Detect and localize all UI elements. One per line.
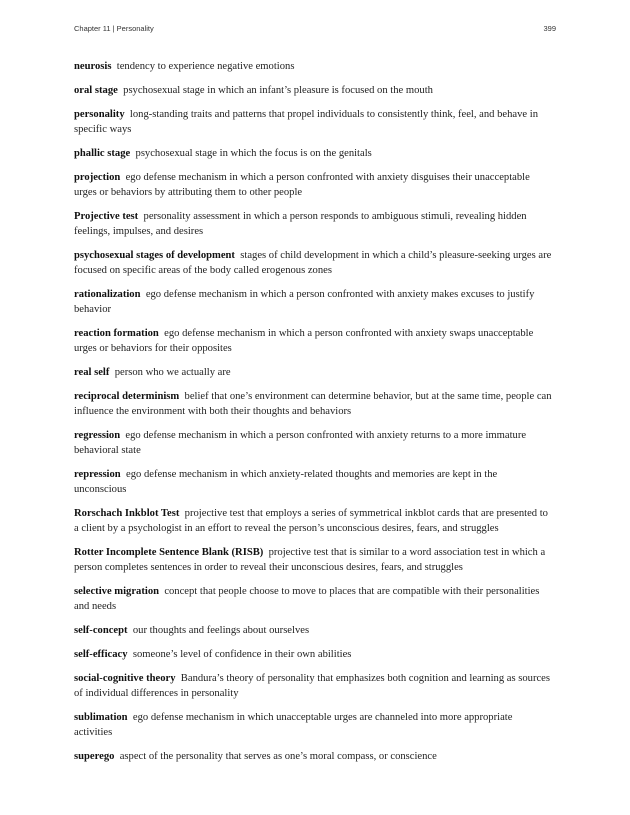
glossary-definition: long-standing traits and patterns that propel individuals to consistently think, feel, and behave in specific ways: [74, 109, 538, 135]
glossary-term: Rotter Incomplete Sentence Blank (RISB): [74, 547, 264, 558]
glossary-definition: psychosexual stage in which an infant’s pleasure is focused on the mouth: [123, 85, 433, 96]
glossary-entry: [74, 428, 552, 458]
glossary-term: selective migration: [74, 586, 160, 597]
glossary-entry: [74, 209, 552, 239]
glossary-entry: [74, 170, 552, 200]
glossary-definition: our thoughts and feelings about ourselves: [132, 625, 310, 636]
glossary-definition: person who we actually are: [114, 367, 231, 378]
glossary-entry: [74, 506, 552, 536]
glossary-term: phallic stage: [74, 148, 131, 159]
glossary-entry: [74, 710, 552, 740]
glossary-definition: someone’s level of confidence in their own abilities: [132, 649, 352, 660]
glossary-definition: ego defense mechanism in which unacceptable urges are channeled into more appropriate activities: [74, 712, 513, 738]
glossary-definition: personality assessment in which a person responds to ambiguous stimuli, revealing hidden feelings, impulses, and desires: [74, 211, 527, 237]
glossary-term: regression: [74, 430, 121, 441]
glossary-entry: [74, 623, 552, 638]
glossary-term: reciprocal determinism: [74, 391, 180, 402]
glossary-term: reaction formation: [74, 328, 159, 339]
glossary-entry: [74, 647, 552, 662]
glossary-entry: [74, 749, 552, 764]
glossary-definition: stages of child development in which a child’s pleasure-seeking urges are focused on specific areas of the body called erogenous zones: [74, 250, 552, 276]
glossary-term: superego: [74, 751, 115, 762]
glossary-definition: ego defense mechanism in which a person confronted with anxiety disguises their unacceptable urges or behaviors by attributing them to other people: [74, 172, 530, 198]
glossary-term: projection: [74, 172, 121, 183]
glossary-entry: [74, 107, 552, 137]
glossary-term: rationalization: [74, 289, 141, 300]
glossary-term: self-efficacy: [74, 649, 128, 660]
glossary-definition: aspect of the personality that serves as one’s moral compass, or conscience: [119, 751, 437, 762]
glossary-term: sublimation: [74, 712, 128, 723]
page-header: [74, 24, 556, 33]
glossary-definition: ego defense mechanism in which a person confronted with anxiety makes excuses to justify behavior: [74, 289, 535, 315]
glossary-entry: [74, 59, 552, 74]
glossary-entry: [74, 326, 552, 356]
glossary-entry: [74, 584, 552, 614]
glossary-entry: [74, 83, 552, 98]
glossary-definition: psychosexual stage in which the focus is on the genitals: [135, 148, 372, 159]
glossary-definition: concept that people choose to move to places that are compatible with their personalities and needs: [74, 586, 540, 612]
glossary-term: Rorschach Inkblot Test: [74, 508, 180, 519]
glossary-entry: [74, 389, 552, 419]
glossary-definition: ego defense mechanism in which a person confronted with anxiety swaps unacceptable urges or behaviors for their opposites: [74, 328, 534, 354]
glossary-entry: [74, 287, 552, 317]
glossary-term: psychosexual stages of development: [74, 250, 235, 261]
glossary-term: personality: [74, 109, 125, 120]
glossary-term: repression: [74, 469, 121, 480]
glossary-entry: [74, 365, 552, 380]
glossary-definition: projective test that employs a series of symmetrical inkblot cards that are presented to a client by a psychologist in an effort to reveal the person’s unconscious desires, fears, and struggles: [74, 508, 548, 534]
glossary-entry: [74, 545, 552, 575]
glossary-definition: ego defense mechanism in which a person confronted with anxiety returns to a more immature behavioral state: [74, 430, 527, 456]
glossary-term: oral stage: [74, 85, 118, 96]
glossary-list: [74, 59, 552, 773]
glossary-definition: ego defense mechanism in which anxiety-related thoughts and memories are kept in the unconscious: [74, 469, 498, 495]
chapter-title: Chapter 11 | Personality: [74, 24, 154, 33]
glossary-definition: Bandura’s theory of personality that emphasizes both cognition and learning as sources of individual differences in personality: [74, 673, 551, 699]
glossary-definition: belief that one’s environment can determine behavior, but at the same time, people can influence the environment with both their thoughts and behaviors: [74, 391, 552, 417]
glossary-term: real self: [74, 367, 110, 378]
glossary-entry: [74, 248, 552, 278]
page-number: 399: [543, 24, 556, 33]
glossary-entry: [74, 671, 552, 701]
glossary-definition: projective test that is similar to a word association test in which a person completes sentences in order to reveal their unconscious desires, fears, and struggles: [74, 547, 546, 573]
glossary-term: Projective test: [74, 211, 139, 222]
glossary-entry: [74, 146, 552, 161]
glossary-term: social-cognitive theory: [74, 673, 176, 684]
glossary-term: self-concept: [74, 625, 128, 636]
glossary-entry: [74, 467, 552, 497]
glossary-term: neurosis: [74, 61, 112, 72]
glossary-definition: tendency to experience negative emotions: [116, 61, 295, 72]
